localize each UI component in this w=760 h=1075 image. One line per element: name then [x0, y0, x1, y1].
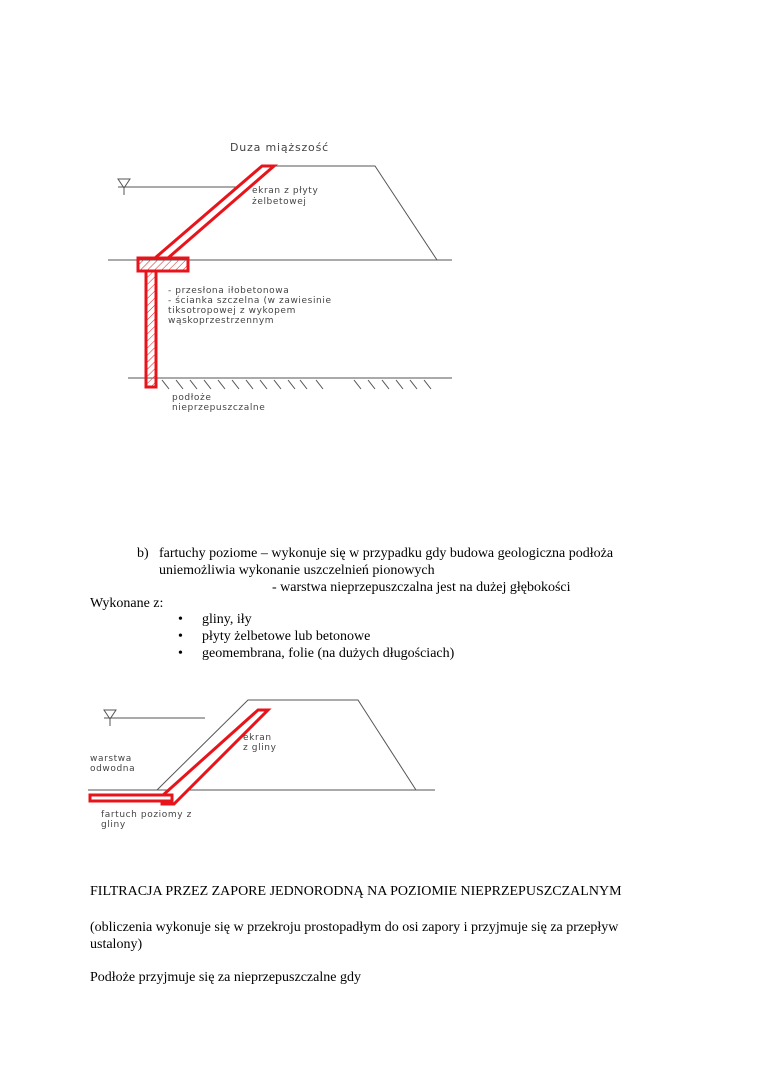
made-of-heading: Wykonane z:: [90, 596, 164, 611]
label-warstwa-1: warstwa: [90, 754, 132, 764]
heading-filtracja: FILTRACJA PRZEZ ZAPORE JEDNORODNĄ NA POZIOMIE NIEPRZEPUSZCZALNYM: [90, 884, 622, 899]
label-przeslona-3: tiksotropowej z wykopem: [168, 306, 296, 316]
list-item: • gliny, iły: [178, 611, 454, 628]
section-b-line-2: uniemożliwia wykonanie uszczelnień pionowych: [159, 563, 435, 578]
label-fartuch-1: fartuch poziomy z: [101, 810, 192, 820]
label-przeslona-1: - przesłona iłobetonowa: [168, 286, 290, 296]
materials-list: [178, 611, 454, 662]
label-podloze-1: podłoże: [172, 393, 212, 403]
label-ekran-1: ekran z płyty: [252, 186, 319, 196]
impermeable-hatch: [162, 380, 431, 389]
label-warstwa-2: odwodna: [90, 764, 136, 774]
label-przeslona-2: - ścianka szczelna (w zawiesinie: [168, 296, 332, 306]
section-b-line-1: fartuchy poziome – wykonuje się w przypadku gdy budowa geologiczna podłoża: [159, 546, 614, 561]
list-marker-b: b): [137, 546, 149, 561]
figure-dam-vertical-seal: [108, 141, 452, 413]
water-level-icon: [118, 179, 242, 195]
water-level-icon: [104, 710, 205, 726]
figure-dam-horizontal-apron: [88, 700, 435, 830]
screen-footing: [138, 258, 188, 271]
para-obliczenia-1: (obliczenia wykonuje się w przekroju prostopadłym do osi zapory i przyjmuje się za przepływ: [90, 920, 619, 935]
list-item: • geomembrana, folie (na dużych długościach): [178, 645, 454, 662]
para-obliczenia-2: ustalony): [90, 937, 143, 952]
figure1-title: Duza miąższość: [230, 141, 329, 154]
para-podloze: Podłoże przyjmuje się za nieprzepuszczalne gdy: [90, 970, 361, 985]
horizontal-apron: [90, 795, 172, 801]
label-przeslona-4: wąskoprzestrzennym: [168, 316, 275, 326]
label-ekran-2: żelbetowej: [252, 197, 307, 207]
label-fartuch-2: gliny: [101, 820, 126, 830]
label-ekran-1: ekran: [243, 733, 272, 743]
cutoff-wall: [146, 271, 156, 387]
label-ekran-2: z gliny: [243, 743, 277, 753]
list-item: • płyty żelbetowe lub betonowe: [178, 628, 454, 645]
section-b-line-3: - warstwa nieprzepuszczalna jest na dużej głębokości: [272, 580, 571, 595]
reinforced-concrete-screen: [155, 166, 274, 258]
dam-outline: [265, 166, 437, 260]
label-podloze-2: nieprzepuszczalne: [172, 403, 266, 413]
